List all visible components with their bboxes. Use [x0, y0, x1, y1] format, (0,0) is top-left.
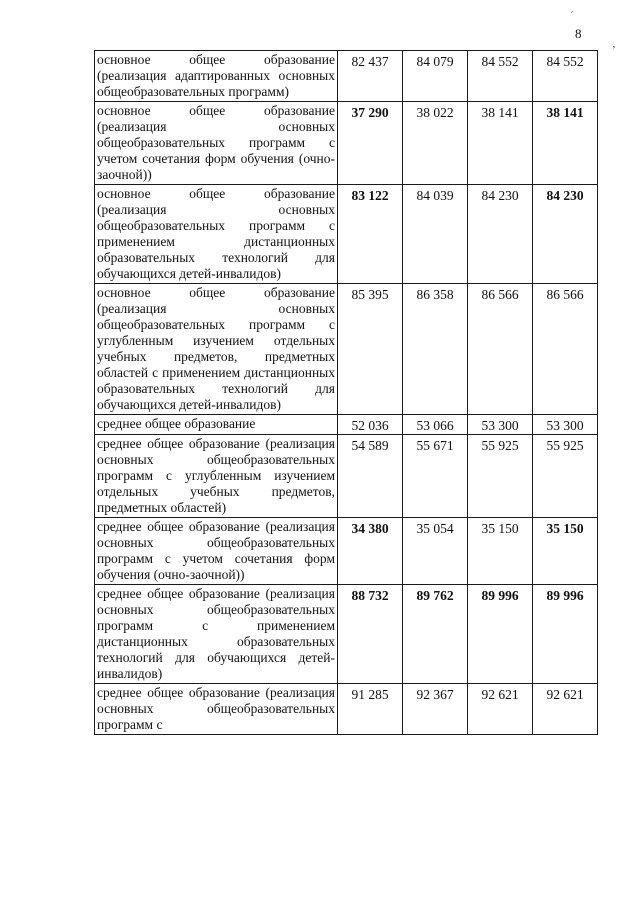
value-cell: 38 141	[468, 102, 533, 185]
row-description: основное общее образование (реализация основных общеобразовательных программ с углубленным изучением отдельных учебных предметов, предметных областей с применением дистанционных образовательных технологий для обучающихся детей-инвалидов)	[95, 284, 338, 415]
row-description: основное общее образование (реализация основных общеобразовательных программ с применением дистанционных образовательных технологий для обучающихся детей-инвалидов)	[95, 185, 338, 284]
value-cell: 38 022	[403, 102, 468, 185]
table-row	[95, 585, 598, 684]
value-cell: 83 122	[338, 185, 403, 284]
table-row	[95, 185, 598, 284]
table-row	[95, 435, 598, 518]
value-cell: 85 395	[338, 284, 403, 415]
page-number: 8	[575, 26, 582, 41]
value-cell: 82 437	[338, 51, 403, 102]
row-description: основное общее образование (реализация адаптированных основных общеобразовательных программ)	[95, 51, 338, 102]
table-row	[95, 102, 598, 185]
value-cell: 53 300	[533, 415, 598, 435]
row-description: среднее общее образование	[95, 415, 338, 435]
table-row	[95, 684, 598, 735]
row-description: среднее общее образование (реализация основных общеобразовательных программ с углубленным изучением отдельных учебных предметов, предметных областей)	[95, 435, 338, 518]
value-cell: 55 671	[403, 435, 468, 518]
scan-mark: ʼ	[612, 44, 616, 56]
row-description: среднее общее образование (реализация основных общеобразовательных программ с	[95, 684, 338, 735]
value-cell: 89 762	[403, 585, 468, 684]
value-cell: 35 054	[403, 518, 468, 585]
value-cell: 84 230	[533, 185, 598, 284]
value-cell: 92 621	[533, 684, 598, 735]
value-cell: 89 996	[533, 585, 598, 684]
row-description: основное общее образование (реализация основных общеобразовательных программ с учетом сочетания форм обучения (очно-заочной))	[95, 102, 338, 185]
table-row	[95, 51, 598, 102]
tariff-table	[94, 50, 598, 735]
table-row	[95, 518, 598, 585]
value-cell: 92 621	[468, 684, 533, 735]
value-cell: 53 066	[403, 415, 468, 435]
value-cell: 53 300	[468, 415, 533, 435]
table-row	[95, 284, 598, 415]
row-description: среднее общее образование (реализация основных общеобразовательных программ с учетом сочетания форм обучения (очно-заочной))	[95, 518, 338, 585]
value-cell: 54 589	[338, 435, 403, 518]
value-cell: 35 150	[533, 518, 598, 585]
value-cell: 37 290	[338, 102, 403, 185]
value-cell: 92 367	[403, 684, 468, 735]
value-cell: 86 566	[533, 284, 598, 415]
value-cell: 38 141	[533, 102, 598, 185]
row-description: среднее общее образование (реализация основных общеобразовательных программ с применением дистанционных образовательных технологий для обучающихся детей-инвалидов)	[95, 585, 338, 684]
value-cell: 86 358	[403, 284, 468, 415]
value-cell: 86 566	[468, 284, 533, 415]
table-row	[95, 415, 598, 435]
value-cell: 84 230	[468, 185, 533, 284]
value-cell: 35 150	[468, 518, 533, 585]
value-cell: 84 552	[468, 51, 533, 102]
value-cell: 89 996	[468, 585, 533, 684]
value-cell: 84 552	[533, 51, 598, 102]
value-cell: 55 925	[468, 435, 533, 518]
value-cell: 84 039	[403, 185, 468, 284]
scan-mark: ´	[570, 10, 574, 22]
value-cell: 91 285	[338, 684, 403, 735]
value-cell: 52 036	[338, 415, 403, 435]
value-cell: 55 925	[533, 435, 598, 518]
value-cell: 34 380	[338, 518, 403, 585]
value-cell: 88 732	[338, 585, 403, 684]
value-cell: 84 079	[403, 51, 468, 102]
